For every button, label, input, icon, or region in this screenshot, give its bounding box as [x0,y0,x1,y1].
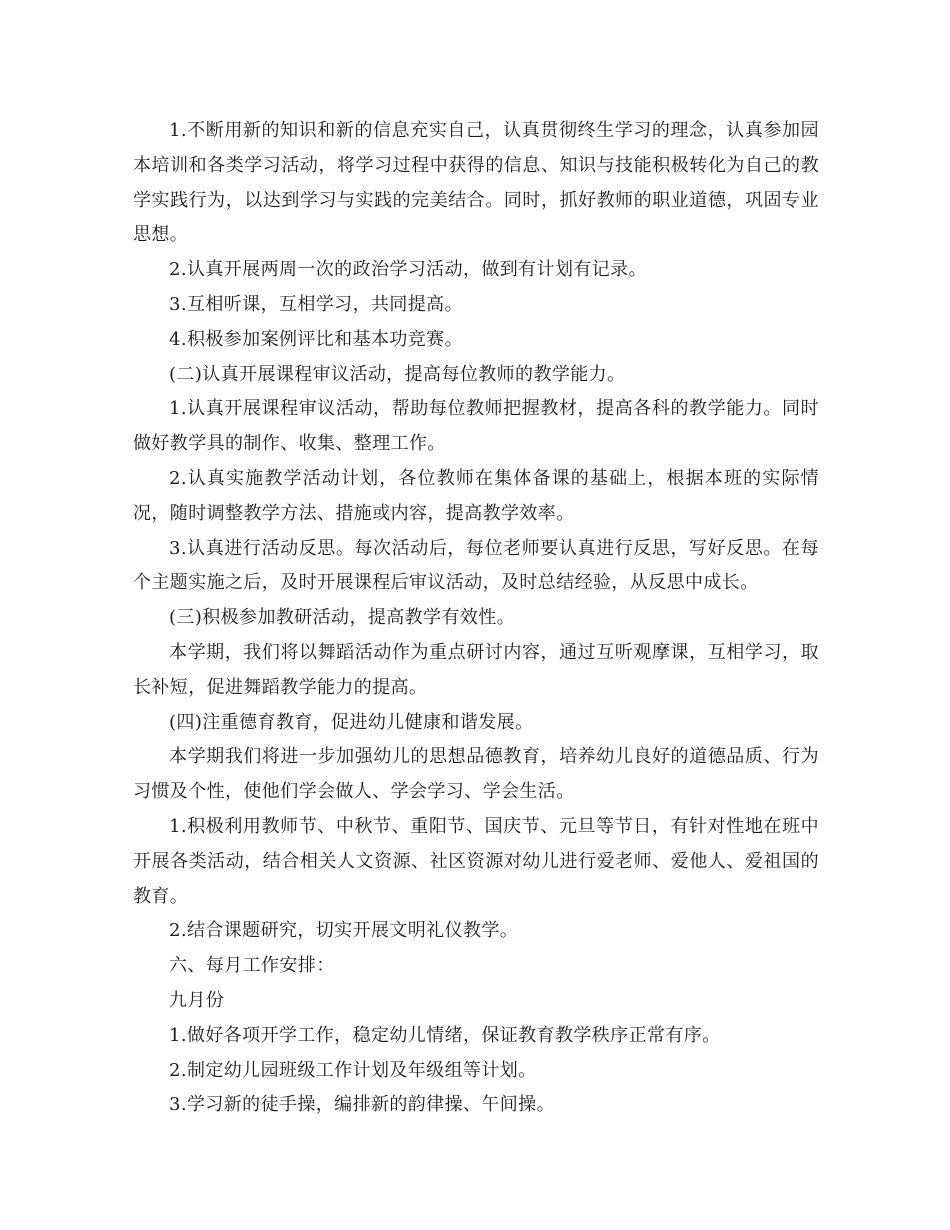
paragraph-19: 3.学习新的徒手操，编排新的韵律操、午间操。 [169,1094,555,1116]
paragraph-1: 1.不断用新的知识和新的信息充实自己，认真贯彻终生学习的理念，认真参加园本培训和各类学习活动，将学习过程中获得的信息、知识与技能积极转化为自己的教学实践行为，以达到学习与实践的完美结合。同时，抓好教师的职业道德，巩固专业思想。 [133,120,819,246]
document-body [133,114,819,1123]
paragraph-17: 1.做好各项开学工作，稳定幼儿情绪，保证教育教学秩序正常有序。 [169,1024,721,1046]
month-heading-september: 九月份 [169,989,225,1011]
paragraph-18: 2.制定幼儿园班级工作计划及年级组等计划。 [169,1059,537,1081]
section-heading-3: (三)积极参加教研活动，提高教学有效性。 [169,607,516,629]
paragraph-6: 1.认真开展课程审议活动，帮助每位教师把握教材，提高各科的教学能力。同时做好教学具的制作、收集、整理工作。 [133,398,819,455]
section-heading-4: (四)注重德育教育，促进幼儿健康和谐发展。 [169,711,534,733]
paragraph-4: 4.积极参加案例评比和基本功竞赛。 [169,328,463,350]
section-heading-6: 六、每月工作安排： [169,955,335,977]
paragraph-14: 2.结合课题研究，切实开展文明礼仪教学。 [169,920,519,942]
paragraph-7: 2.认真实施教学活动计划，各位教师在集体备课的基础上，根据本班的实际情况，随时调整教学方法、措施或内容，提高教学效率。 [133,467,819,524]
paragraph-8: 3.认真进行活动反思。每次活动后，每位老师要认真进行反思，写好反思。在每个主题实施之后，及时开展课程后审议活动，及时总结经验，从反思中成长。 [133,537,819,594]
paragraph-2: 2.认真开展两周一次的政治学习活动，做到有计划有记录。 [169,259,647,281]
paragraph-3: 3.互相听课，互相学习，共同提高。 [169,293,463,315]
section-heading-2: (二)认真开展课程审议活动，提高每位教师的教学能力。 [169,363,626,385]
paragraph-12: 本学期我们将进一步加强幼儿的思想品德教育，培养幼儿良好的道德品质、行为习惯及个性，使他们学会做人、学会学习、学会生活。 [133,746,819,803]
paragraph-10: 本学期，我们将以舞蹈活动作为重点研讨内容，通过互听观摩课，互相学习，取长补短，促进舞蹈教学能力的提高。 [133,641,819,698]
paragraph-13: 1.积极利用教师节、中秋节、重阳节、国庆节、元旦等节日，有针对性地在班中开展各类活动，结合相关人文资源、社区资源对幼儿进行爱老师、爱他人、爱祖国的教育。 [133,815,819,907]
